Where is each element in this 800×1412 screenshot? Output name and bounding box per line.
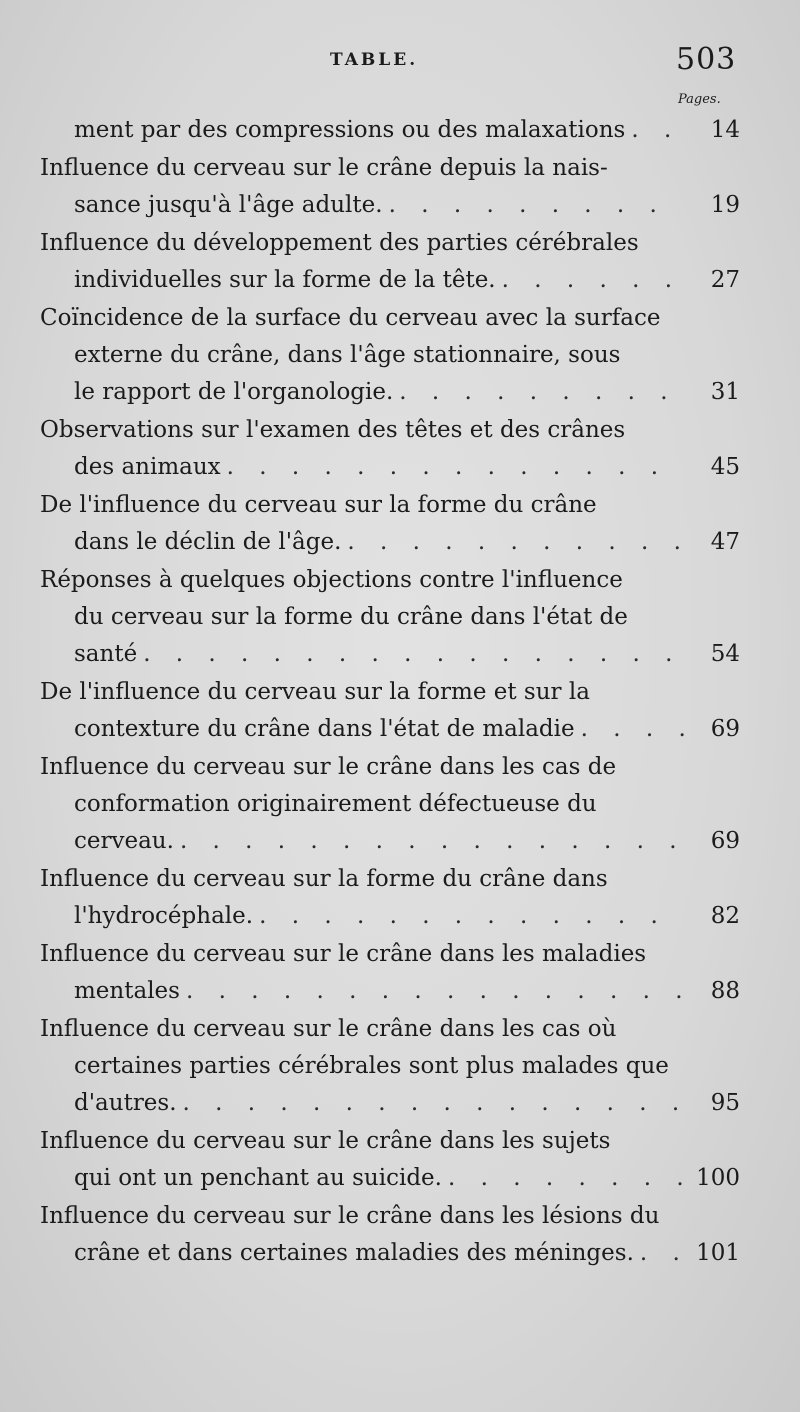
leader-dots (177, 1085, 684, 1122)
entry-text: Influence du cerveau sur le crâne dans les maladies (40, 941, 647, 967)
leader-dots (253, 898, 684, 935)
leader-dots (625, 112, 684, 149)
leader-dots (383, 187, 684, 224)
entry-page: 14 (710, 117, 740, 143)
entry-text: santé (74, 641, 138, 667)
entry-text: contexture du crâne dans l'état de maladie (74, 716, 575, 742)
leader-dots (393, 374, 684, 411)
entry-text: le rapport de l'organologie. (74, 379, 394, 405)
entry-page: 54 (710, 641, 740, 667)
entry-text: cerveau. (74, 828, 174, 854)
entry-text: l'hydrocéphale. (74, 903, 254, 929)
entry-page: 45 (710, 454, 740, 480)
entry-text: dans le déclin de l'âge. (74, 529, 342, 555)
entry-text: des animaux (74, 454, 221, 480)
toc-entry (40, 150, 740, 224)
leader-dots (341, 524, 684, 561)
entry-page: 19 (710, 192, 740, 218)
entry-text: Réponses à quelques objections contre l'influence (40, 567, 623, 593)
page-title: TABLE. (330, 50, 419, 70)
toc-entry (40, 562, 740, 673)
entry-text: ment par des compressions ou des malaxations (74, 117, 626, 143)
entry-text: mentales (74, 978, 180, 1004)
entry-text: du cerveau sur la forme du crâne dans l'état de (74, 604, 628, 630)
entry-text: Influence du cerveau sur le crâne dans les cas où (40, 1016, 617, 1042)
running-head (0, 44, 800, 84)
toc-entry (40, 225, 740, 299)
entry-page: 82 (710, 903, 740, 929)
entry-text: qui ont un penchant au suicide. (74, 1165, 442, 1191)
entry-text: Influence du cerveau sur le crâne dans les cas de (40, 754, 617, 780)
leader-dots (634, 1235, 684, 1272)
entry-text: certaines parties cérébrales sont plus malades que (74, 1053, 669, 1079)
entry-text: conformation originairement défectueuse du (74, 791, 597, 817)
leader-dots (221, 449, 684, 486)
leader-dots (180, 973, 684, 1010)
toc-entry (40, 861, 740, 935)
leader-dots (442, 1160, 684, 1197)
entry-page: 27 (710, 267, 740, 293)
entry-page: 101 (696, 1240, 740, 1266)
toc-entry (40, 674, 740, 748)
table-of-contents (40, 112, 740, 1272)
entry-text: Influence du cerveau sur le crâne dans les lésions du (40, 1203, 660, 1229)
leader-dots (174, 823, 684, 860)
entry-page: 100 (696, 1165, 740, 1191)
entry-text: Coïncidence de la surface du cerveau avec la surface (40, 305, 661, 331)
entry-text: crâne et dans certaines maladies des méninges. (74, 1240, 634, 1266)
entry-text: externe du crâne, dans l'âge stationnaire, sous (74, 342, 621, 368)
entry-text: De l'influence du cerveau sur la forme et sur la (40, 679, 590, 705)
entry-text: d'autres. (74, 1090, 177, 1116)
entry-text: Influence du cerveau sur le crâne depuis la nais- (40, 155, 608, 181)
toc-entry (40, 300, 740, 411)
entry-text: Influence du développement des parties cérébrales (40, 230, 639, 256)
toc-entry (40, 1011, 740, 1122)
page-number: 503 (676, 42, 737, 77)
toc-entry (40, 1123, 740, 1197)
toc-entry (40, 412, 740, 486)
entry-page: 69 (710, 716, 740, 742)
toc-entry (40, 936, 740, 1010)
entry-page: 69 (710, 828, 740, 854)
entry-text: Observations sur l'examen des têtes et des crânes (40, 417, 626, 443)
entry-text: De l'influence du cerveau sur la forme du crâne (40, 492, 597, 518)
entry-text: Influence du cerveau sur la forme du crâne dans (40, 866, 608, 892)
entry-page: 31 (710, 379, 740, 405)
toc-entry (40, 487, 740, 561)
entry-text: Influence du cerveau sur le crâne dans les sujets (40, 1128, 611, 1154)
toc-entry (40, 1198, 740, 1272)
pages-column-label: Pages. (678, 92, 721, 107)
entry-page: 88 (710, 978, 740, 1004)
entry-page: 95 (710, 1090, 740, 1116)
entry-text: sance jusqu'à l'âge adulte. (74, 192, 383, 218)
leader-dots (137, 636, 684, 673)
entry-text: individuelles sur la forme de la tête. (74, 267, 496, 293)
toc-entry (40, 112, 740, 149)
leader-dots (575, 711, 684, 748)
leader-dots (496, 262, 684, 299)
entry-page: 47 (710, 529, 740, 555)
toc-entry (40, 749, 740, 860)
